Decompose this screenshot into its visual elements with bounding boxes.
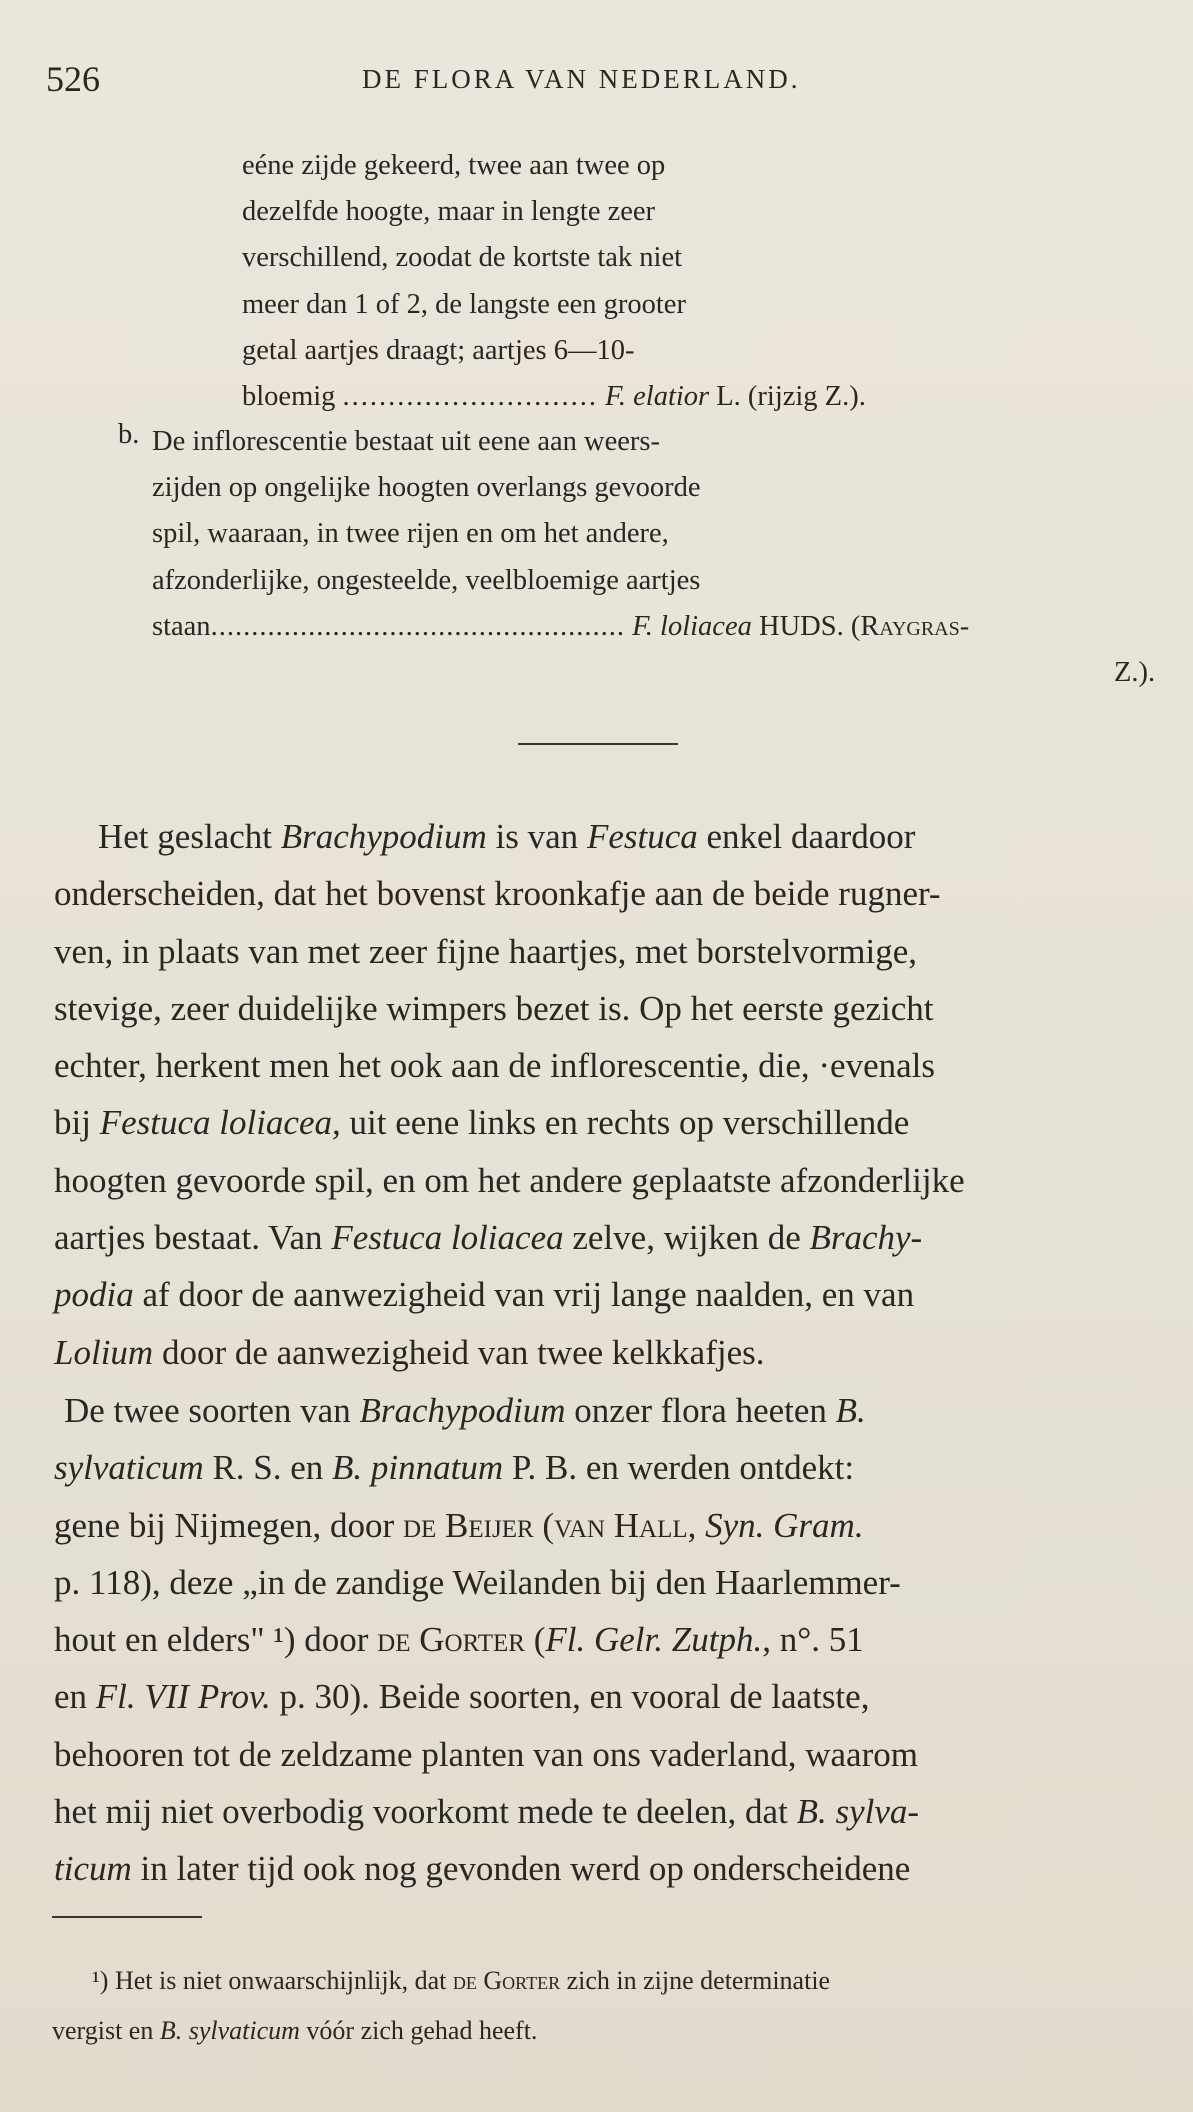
text-line <box>54 1783 919 1840</box>
page-number: 526 <box>46 59 100 99</box>
text-run: in later tijd ook nog gevonden werd op onderscheidene <box>131 1849 911 1889</box>
text-run: uit eene links en rechts op verschillende <box>340 1103 910 1143</box>
text-run: Het geslacht <box>98 817 281 856</box>
taxon-name: sylvaticum <box>54 1448 204 1488</box>
citation-title: Fl. Gelr. Zutph. <box>545 1620 763 1660</box>
citation-title: Fl. VII Prov. <box>95 1677 271 1717</box>
taxon-name: Festuca loliacea <box>331 1218 564 1258</box>
text-line: onderscheiden, dat het bovenst kroonkafje aan de beide rugner- <box>54 874 941 914</box>
key-b-leader: ................................................... <box>210 610 625 642</box>
section-divider <box>518 743 678 745</box>
taxon-name: Festuca loliacea, <box>99 1103 341 1143</box>
text-run: ( <box>524 1620 546 1660</box>
key-entry-b <box>152 419 1155 696</box>
text-run: af door de aanwezigheid van vrij lange naalden, en van <box>133 1275 915 1315</box>
key-entry-a <box>242 143 866 420</box>
author-name: de Gorter <box>452 1966 561 1995</box>
key-a-line: dezelfde hoogte, maar in lengte zeer <box>242 196 656 228</box>
text-run: onzer flora heeten <box>565 1391 836 1430</box>
taxon-name: ticum <box>54 1849 132 1889</box>
key-a-line: verschillend, zoodat de kortste tak niet <box>242 242 683 274</box>
text-line <box>54 1209 1154 1266</box>
key-b-author-cont: Z.). <box>1114 657 1156 689</box>
text-run: p. 30). Beide soorten, en vooral de laatste, <box>270 1677 870 1717</box>
text-run: gene bij Nijmegen, door <box>54 1505 403 1545</box>
taxon-name: B. sylvaticum <box>159 2016 300 2045</box>
text-run: bij <box>54 1103 100 1143</box>
paragraph-brachypodium-species <box>54 1382 919 1898</box>
text-line: hoogten gevoorde spil, en om het andere geplaatste afzonderlijke <box>54 1160 965 1200</box>
text-run: aartjes bestaat. Van <box>54 1218 332 1258</box>
taxon-name: Lolium <box>54 1332 154 1372</box>
running-title: DE FLORA VAN NEDERLAND. <box>362 64 801 94</box>
text-run: , <box>687 1505 706 1545</box>
citation-title: Syn. Gram. <box>705 1505 864 1545</box>
text-line <box>54 1840 919 1897</box>
key-b-line: De inflorescentie bestaat uit eene aan weers- <box>152 426 660 457</box>
text-run: ¹) Het is niet onwaarschijnlijk, dat <box>92 1966 453 1995</box>
key-b-marker: b. <box>118 419 140 450</box>
text-run: ( <box>533 1505 555 1545</box>
key-a-line: getal aartjes draagt; aartjes 6—10- <box>242 334 635 366</box>
text-run: het mij niet overbodig voorkomt mede te deelen, dat <box>54 1792 797 1832</box>
key-a-last-line <box>242 374 1122 420</box>
text-run: R. S. en <box>203 1448 333 1488</box>
text-run: door de aanwezigheid van twee kelkkafjes. <box>153 1332 765 1372</box>
author-name: van Hall <box>554 1505 688 1545</box>
key-b-taxon: F. loliacea <box>632 610 752 642</box>
key-b-last-line <box>152 604 1155 650</box>
text-line <box>54 1611 919 1668</box>
text-line <box>54 1094 1154 1151</box>
key-a-last-text: bloemig <box>242 381 336 413</box>
text-line <box>54 1324 1154 1381</box>
text-line: ven, in plaats van met zeer fijne haartjes, met borstelvormige, <box>54 931 918 971</box>
taxon-name: B. <box>835 1391 866 1430</box>
key-b-last-text: staan <box>152 610 211 642</box>
text-line: behooren tot de zeldzame planten van ons vaderland, waarom <box>54 1734 918 1774</box>
text-run: vóór zich gehad heeft. <box>299 2016 538 2045</box>
key-a-author: L. (rijzig Z.). <box>716 381 866 413</box>
text-run: en <box>54 1677 96 1717</box>
text-line <box>54 808 1154 865</box>
key-b-line: spil, waaraan, in twee rijen en om het andere, <box>152 518 669 550</box>
taxon-name: podia <box>54 1275 134 1315</box>
footnote <box>52 1956 830 2056</box>
author-name: de Gorter <box>377 1620 525 1660</box>
text-line <box>54 1439 919 1496</box>
footnote-line <box>52 1956 830 2006</box>
text-run: De twee soorten van <box>64 1391 360 1430</box>
footnote-line <box>52 2006 830 2056</box>
key-a-line: eéne zijde gekeerd, twee aan twee op <box>242 150 666 181</box>
author-name: de Beijer <box>402 1505 534 1545</box>
taxon-name: Brachypodium <box>280 817 487 856</box>
text-run: enkel daardoor <box>697 817 916 856</box>
text-run: is van <box>486 817 587 856</box>
key-a-line: meer dan 1 of 2, de langste een grooter <box>242 288 686 320</box>
text-run: vergist en <box>52 2016 160 2045</box>
key-a-taxon: F. elatior <box>605 381 710 413</box>
text-line <box>54 1497 919 1554</box>
text-line: echter, herkent men het ook aan de inflorescentie, die, ·evenals <box>54 1046 935 1086</box>
taxon-name: B. sylva- <box>796 1792 920 1832</box>
text-line: p. 118), deze „in de zandige Weilanden bij den Haarlemmer- <box>54 1562 901 1602</box>
footnote-rule <box>52 1916 202 1918</box>
text-run: P. B. en werden ontdekt: <box>503 1448 855 1488</box>
taxon-name: Festuca <box>586 817 698 856</box>
text-line <box>54 1382 919 1439</box>
text-run: zelve, wijken de <box>563 1218 810 1258</box>
text-line <box>54 1266 1154 1323</box>
text-line: stevige, zeer duidelijke wimpers bezet is. Op het eerste gezicht <box>54 988 934 1028</box>
taxon-name: B. pinnatum <box>332 1448 504 1488</box>
text-line <box>54 1668 919 1725</box>
key-b-author: HUDS. (Raygras- <box>758 610 970 642</box>
key-b-line: afzonderlijke, ongesteelde, veelbloemige aartjes <box>152 564 701 596</box>
text-run: , n°. 51 <box>762 1620 864 1660</box>
taxon-name: Brachy- <box>809 1218 923 1258</box>
taxon-name: Brachypodium <box>359 1391 566 1430</box>
text-run: zich in zijne determinatie <box>560 1966 831 1995</box>
text-run: hout en elders" ¹) door <box>54 1620 378 1660</box>
key-a-leader: ............................ <box>342 381 599 413</box>
paragraph-brachypodium-description <box>54 808 1154 1381</box>
key-b-line: zijden op ongelijke hoogten overlangs gevoorde <box>152 472 701 504</box>
